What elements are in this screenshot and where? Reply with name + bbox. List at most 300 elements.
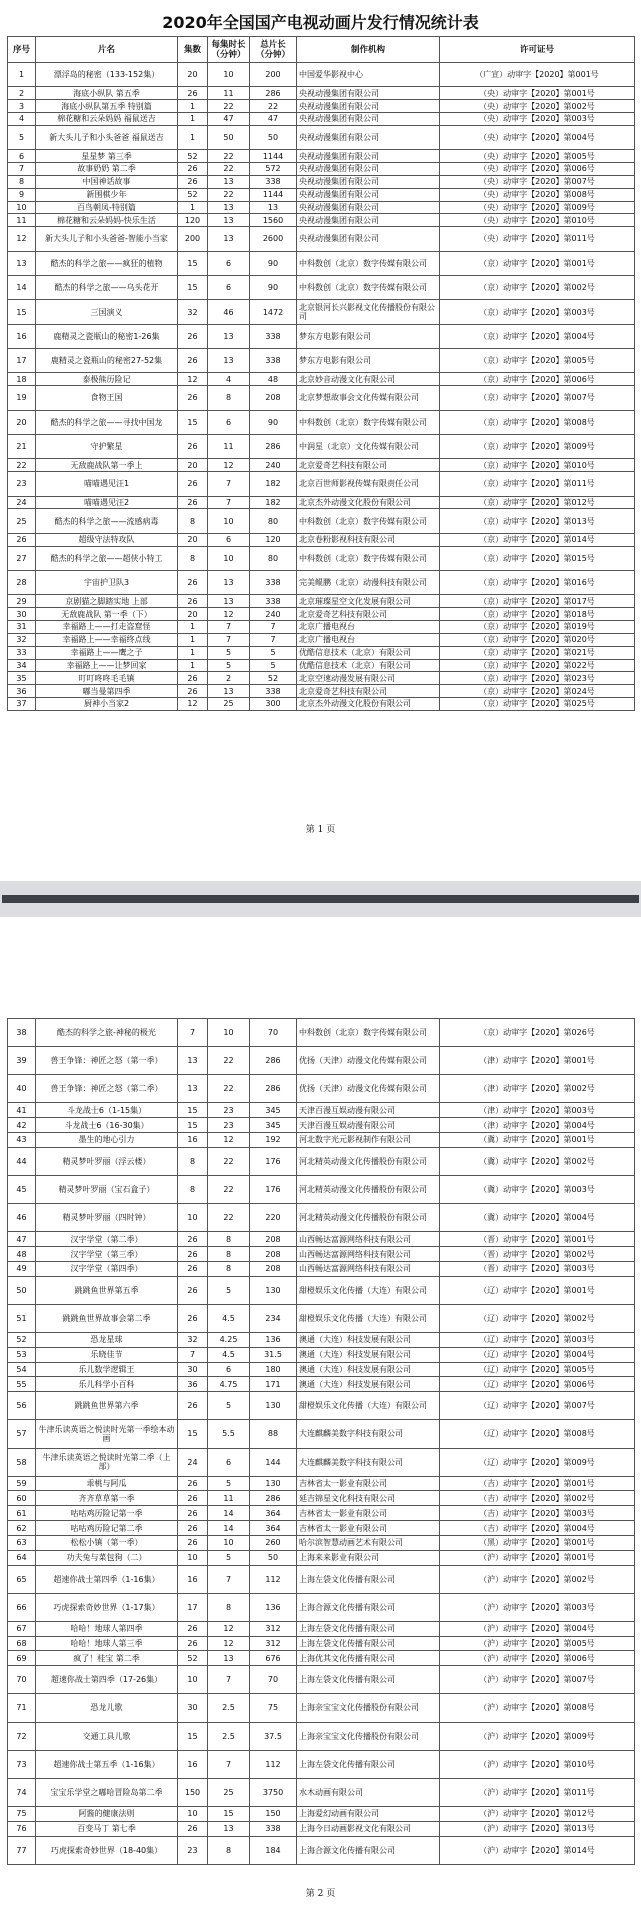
col-producer-header: 制作机构	[297, 37, 440, 63]
episodes-cell: 26	[178, 1232, 208, 1247]
row-number: 62	[8, 1521, 36, 1536]
row-number: 56	[8, 1392, 36, 1420]
total-length-cell: 184	[250, 1836, 297, 1864]
total-length-cell: 240	[250, 608, 297, 621]
license-cell: （京）动审字【2020】第026号	[440, 1019, 635, 1047]
title-cell: 酷杰的科学之旅——寻找中国龙	[36, 410, 178, 434]
table-row	[8, 63, 635, 87]
total-length-cell: 338	[250, 324, 297, 348]
row-number: 5	[8, 125, 36, 149]
table-row	[8, 201, 635, 214]
total-length-cell: 70	[250, 1666, 297, 1694]
title-cell: 超速你战士第四季（1-16集）	[36, 1565, 178, 1593]
episodes-cell: 26	[178, 496, 208, 509]
table-row	[8, 595, 635, 608]
row-number: 49	[8, 1261, 36, 1276]
producer-cell: 上海左袋文化传播有限公司	[297, 1621, 440, 1636]
producer-cell: 北京爱奇艺科技有限公司	[297, 608, 440, 621]
producer-cell: 北京百世师影视传媒有限责任公司	[297, 472, 440, 496]
release-table-page-2	[7, 1018, 635, 1865]
episodes-cell: 20	[178, 533, 208, 546]
row-number: 26	[8, 533, 36, 546]
episodes-cell: 26	[178, 595, 208, 608]
total-length-cell: 338	[250, 595, 297, 608]
episodes-cell: 26	[178, 1821, 208, 1836]
episodes-cell: 20	[178, 63, 208, 87]
title-cell: 幸福路上——鹰之子	[36, 646, 178, 659]
table-row	[8, 633, 635, 646]
row-number: 3	[8, 100, 36, 113]
table-row	[8, 1204, 635, 1232]
table-row	[8, 1304, 635, 1332]
episode-length-cell: 6	[208, 1362, 250, 1377]
row-number: 46	[8, 1204, 36, 1232]
episode-length-cell: 25	[208, 1778, 250, 1806]
producer-cell: 央视动漫集团有限公司	[297, 125, 440, 149]
total-length-cell: 240	[250, 459, 297, 472]
license-cell: （沪）动审字【2020】第014号	[440, 1836, 635, 1864]
license-cell: （津）动审字【2020】第002号	[440, 1075, 635, 1103]
episodes-cell: 26	[178, 472, 208, 496]
producer-cell: 北京卷粉影视科技有限公司	[297, 533, 440, 546]
total-length-cell: 90	[250, 410, 297, 434]
title-cell: 超速你战士第五季（1-16集）	[36, 1750, 178, 1778]
producer-cell: 上海亲宝宝文化传播股份有限公司	[297, 1722, 440, 1750]
license-cell: （沪）动审字【2020】第003号	[440, 1593, 635, 1621]
episodes-cell: 26	[178, 571, 208, 595]
license-cell: （吉）动审字【2020】第003号	[440, 1506, 635, 1521]
license-cell: （京）动审字【2020】第019号	[440, 621, 635, 634]
total-length-cell: 208	[250, 1247, 297, 1262]
episodes-cell: 26	[178, 1491, 208, 1506]
license-cell: （辽）动审字【2020】第007号	[440, 1392, 635, 1420]
license-cell: （京）动审字【2020】第023号	[440, 672, 635, 685]
producer-cell: 优酷信息技术（北京）有限公司	[297, 646, 440, 659]
producer-cell: 哈尔滨智慧动画艺术有限公司	[297, 1535, 440, 1550]
row-number: 33	[8, 646, 36, 659]
page-separator-bar	[2, 895, 639, 903]
table-row	[8, 1103, 635, 1118]
title-cell: 兽王争锋：神匠之怒（第一季）	[36, 1047, 178, 1075]
total-length-cell: 208	[250, 386, 297, 410]
title-cell: 超速你战士第四季（17-26集）	[36, 1666, 178, 1694]
license-cell: （京）动审字【2020】第012号	[440, 496, 635, 509]
producer-cell: 上海优其文化传播有限公司	[297, 1651, 440, 1666]
license-cell: （广宣）动审字【2020】第001号	[440, 63, 635, 87]
producer-cell: 北京爱奇艺科技有限公司	[297, 459, 440, 472]
episode-length-cell: 5	[208, 1392, 250, 1420]
producer-cell: 央视动漫集团有限公司	[297, 188, 440, 201]
row-number: 28	[8, 571, 36, 595]
col-episodes-header: 集数	[178, 37, 208, 63]
title-cell: 疯了！桂宝 第二季	[36, 1651, 178, 1666]
license-cell: （京）动审字【2020】第017号	[440, 595, 635, 608]
license-cell: （冀）动审字【2020】第004号	[440, 1204, 635, 1232]
episodes-cell: 10	[178, 1550, 208, 1565]
document-page-2	[0, 917, 641, 1906]
producer-cell: 河北精英动漫文化传播股份有限公司	[297, 1176, 440, 1204]
license-cell: （吉）动审字【2020】第004号	[440, 1521, 635, 1536]
table-row	[8, 1521, 635, 1536]
table-row	[8, 1778, 635, 1806]
producer-cell: 河北数字光元影视制作有限公司	[297, 1133, 440, 1148]
episodes-cell: 52	[178, 1651, 208, 1666]
total-length-cell: 5	[250, 646, 297, 659]
total-length-cell: 345	[250, 1103, 297, 1118]
table-row	[8, 373, 635, 386]
row-number: 71	[8, 1694, 36, 1722]
table-row	[8, 546, 635, 570]
title-cell: 跳跳鱼世界故事会第二季	[36, 1304, 178, 1332]
total-length-cell: 90	[250, 275, 297, 299]
total-length-cell: 90	[250, 251, 297, 275]
row-number: 61	[8, 1506, 36, 1521]
row-number: 16	[8, 324, 36, 348]
title-cell: 宝宝乐学堂之嘟哈冒险岛第二季	[36, 1778, 178, 1806]
producer-cell: 上海左袋文化传播有限公司	[297, 1750, 440, 1778]
episode-length-cell: 6	[208, 410, 250, 434]
producer-cell: 央视动漫集团有限公司	[297, 201, 440, 214]
title-cell: 喵喵遇见汪2	[36, 496, 178, 509]
license-cell: （京）动审字【2020】第011号	[440, 472, 635, 496]
producer-cell: 延吉锦星文化科技有限公司	[297, 1491, 440, 1506]
producer-cell: 央视动漫集团有限公司	[297, 214, 440, 227]
license-cell: （辽）动审字【2020】第002号	[440, 1304, 635, 1332]
episode-length-cell: 7	[208, 472, 250, 496]
row-number: 11	[8, 214, 36, 227]
episode-length-cell: 11	[208, 435, 250, 459]
table-row	[8, 100, 635, 113]
episode-length-cell: 8	[208, 1261, 250, 1276]
episodes-cell: 26	[178, 1506, 208, 1521]
total-length-cell: 5	[250, 659, 297, 672]
episode-length-cell: 13	[208, 1651, 250, 1666]
title-cell: 嘟当曼第四季	[36, 685, 178, 698]
row-number: 15	[8, 300, 36, 324]
total-length-cell: 300	[250, 698, 297, 711]
total-length-cell: 112	[250, 1565, 297, 1593]
episodes-cell: 15	[178, 1420, 208, 1448]
total-length-cell: 338	[250, 349, 297, 373]
producer-cell: 吉林省太一影业有限公司	[297, 1506, 440, 1521]
row-number: 45	[8, 1176, 36, 1204]
episodes-cell: 17	[178, 1593, 208, 1621]
license-cell: （辽）动审字【2020】第004号	[440, 1347, 635, 1362]
table-row	[8, 472, 635, 496]
title-cell: 巧虎探索奇妙世界（18-40集）	[36, 1836, 178, 1864]
row-number: 12	[8, 227, 36, 251]
episodes-cell: 1	[178, 646, 208, 659]
episode-length-cell: 8	[208, 386, 250, 410]
episodes-cell: 1	[178, 633, 208, 646]
title-cell: 泰极熊历险记	[36, 373, 178, 386]
title-cell: 百变马丁 第七季	[36, 1821, 178, 1836]
producer-cell: 上海合源文化传播有限公司	[297, 1593, 440, 1621]
title-cell: 咕咕鸡历险记第二季	[36, 1521, 178, 1536]
total-length-cell: 312	[250, 1621, 297, 1636]
row-number: 47	[8, 1232, 36, 1247]
episodes-cell: 200	[178, 227, 208, 251]
row-number: 75	[8, 1806, 36, 1821]
license-cell: （京）动审字【2020】第003号	[440, 300, 635, 324]
title-cell: 酷杰的科学之旅——乌头花开	[36, 275, 178, 299]
table-row	[8, 1636, 635, 1651]
episodes-cell: 13	[178, 1047, 208, 1075]
table-row	[8, 175, 635, 188]
producer-cell: 中科数创（北京）数字传媒有限公司	[297, 509, 440, 533]
table-row	[8, 1722, 635, 1750]
title-cell: 新大头儿子和小头爸爸 福鼠送吉	[36, 125, 178, 149]
producer-cell: 吉林省太一影业有限公司	[297, 1521, 440, 1536]
row-number: 1	[8, 63, 36, 87]
total-length-cell: 338	[250, 685, 297, 698]
episode-length-cell: 12	[208, 459, 250, 472]
episode-length-cell: 7	[208, 633, 250, 646]
episode-length-cell: 7	[208, 1565, 250, 1593]
title-cell: 中国神话故事	[36, 175, 178, 188]
license-cell: （央）动审字【2020】第008号	[440, 188, 635, 201]
license-cell: （央）动审字【2020】第005号	[440, 150, 635, 163]
license-cell: （央）动审字【2020】第002号	[440, 100, 635, 113]
producer-cell: 山西畅达富源网络科技有限公司	[297, 1247, 440, 1262]
title-cell: 墨生的地心引力	[36, 1133, 178, 1148]
episode-length-cell: 8	[208, 1247, 250, 1262]
title-cell: 乐晓佳节	[36, 1347, 178, 1362]
producer-cell: 北京璀璨星空文化发展有限公司	[297, 595, 440, 608]
episodes-cell: 1	[178, 201, 208, 214]
total-length-cell: 286	[250, 1491, 297, 1506]
table-row	[8, 227, 635, 251]
episode-length-cell: 13	[208, 571, 250, 595]
episode-length-cell: 8	[208, 1593, 250, 1621]
table-row	[8, 1694, 635, 1722]
license-cell: （央）动审字【2020】第006号	[440, 163, 635, 176]
title-cell: 故事奶奶 第二季	[36, 163, 178, 176]
episodes-cell: 1	[178, 113, 208, 126]
title-cell: 幸福路上——让梦回家	[36, 659, 178, 672]
total-length-cell: 136	[250, 1593, 297, 1621]
license-cell: （京）动审字【2020】第013号	[440, 509, 635, 533]
title-cell: 精灵梦叶罗丽（四时钟）	[36, 1204, 178, 1232]
row-number: 76	[8, 1821, 36, 1836]
episodes-cell: 30	[178, 1694, 208, 1722]
producer-cell: 上海来来影业有限公司	[297, 1550, 440, 1565]
row-number: 36	[8, 685, 36, 698]
producer-cell: 中科数创（北京）数字传媒有限公司	[297, 275, 440, 299]
col-total-length-header: 总片长（分钟）	[250, 37, 297, 63]
table-row	[8, 1147, 635, 1175]
title-cell: 乖桃与阿瓜	[36, 1476, 178, 1491]
license-cell: （央）动审字【2020】第010号	[440, 214, 635, 227]
episode-length-cell: 23	[208, 1118, 250, 1133]
table-row	[8, 435, 635, 459]
total-length-cell: 260	[250, 1535, 297, 1550]
license-cell: （沪）动审字【2020】第004号	[440, 1621, 635, 1636]
license-cell: （京）动审字【2020】第001号	[440, 251, 635, 275]
row-number: 37	[8, 698, 36, 711]
producer-cell: 澳通（大连）科技发展有限公司	[297, 1377, 440, 1392]
total-length-cell: 88	[250, 1420, 297, 1448]
episode-length-cell: 10	[208, 63, 250, 87]
producer-cell: 央视动漫集团有限公司	[297, 227, 440, 251]
total-length-cell: 150	[250, 1806, 297, 1821]
license-cell: （京）动审字【2020】第006号	[440, 373, 635, 386]
license-cell: （冀）动审字【2020】第002号	[440, 1147, 635, 1175]
title-cell: 跳跳鱼世界第六季	[36, 1392, 178, 1420]
row-number: 23	[8, 472, 36, 496]
episode-length-cell: 5	[208, 1476, 250, 1491]
episode-length-cell: 7	[208, 496, 250, 509]
episodes-cell: 20	[178, 459, 208, 472]
license-cell: （沪）动审字【2020】第008号	[440, 1694, 635, 1722]
total-length-cell: 676	[250, 1651, 297, 1666]
episode-length-cell: 4.5	[208, 1347, 250, 1362]
total-length-cell: 31.5	[250, 1347, 297, 1362]
title-cell: 酷杰的科学之旅——流感病毒	[36, 509, 178, 533]
total-length-cell: 312	[250, 1636, 297, 1651]
table-row	[8, 1750, 635, 1778]
table-row	[8, 1621, 635, 1636]
episode-length-cell: 22	[208, 188, 250, 201]
title-cell: 海底小纵队 第五季	[36, 87, 178, 100]
title-cell: 咕咕鸡历险记第一季	[36, 1506, 178, 1521]
document-title: 2020年全国国产电视动画片发行情况统计表	[162, 13, 479, 32]
episodes-cell: 26	[178, 685, 208, 698]
title-cell: 百鸟朝凤-特别篇	[36, 201, 178, 214]
license-cell: （央）动审字【2020】第009号	[440, 201, 635, 214]
table-row	[8, 1276, 635, 1304]
title-cell: 阿酱的健康法则	[36, 1806, 178, 1821]
license-cell: （京）动审字【2020】第007号	[440, 386, 635, 410]
title-cell: 三国演义	[36, 300, 178, 324]
row-number: 70	[8, 1666, 36, 1694]
row-number: 6	[8, 150, 36, 163]
row-number: 7	[8, 163, 36, 176]
license-cell: （津）动审字【2020】第004号	[440, 1118, 635, 1133]
license-cell: （京）动审字【2020】第005号	[440, 349, 635, 373]
producer-cell: 中科数创（北京）数字传媒有限公司	[297, 410, 440, 434]
col-episode-length-header: 每集时长（分钟）	[208, 37, 250, 63]
row-number: 40	[8, 1075, 36, 1103]
producer-cell: 甜橙娱乐文化传播（大连）有限公司	[297, 1276, 440, 1304]
total-length-cell: 120	[250, 533, 297, 546]
row-number: 44	[8, 1147, 36, 1175]
episode-length-cell: 22	[208, 150, 250, 163]
row-number: 22	[8, 459, 36, 472]
total-length-cell: 286	[250, 87, 297, 100]
license-cell: （京）动审字【2020】第009号	[440, 435, 635, 459]
license-cell: （津）动审字【2020】第001号	[440, 1047, 635, 1075]
license-cell: （京）动审字【2020】第008号	[440, 410, 635, 434]
page-separator	[0, 881, 641, 917]
episodes-cell: 26	[178, 163, 208, 176]
episode-length-cell: 12	[208, 1133, 250, 1148]
row-number: 27	[8, 546, 36, 570]
title-cell: 乐儿数学逻辑王	[36, 1362, 178, 1377]
license-cell: （辽）动审字【2020】第008号	[440, 1420, 635, 1448]
episodes-cell: 1	[178, 100, 208, 113]
total-length-cell: 176	[250, 1147, 297, 1175]
title-cell: 无敌鹿战队第一季上	[36, 459, 178, 472]
license-cell: （冀）动审字【2020】第003号	[440, 1176, 635, 1204]
row-number: 14	[8, 275, 36, 299]
title-cell: 酷杰的科学之旅-神秘的极光	[36, 1019, 178, 1047]
episodes-cell: 15	[178, 1103, 208, 1118]
episodes-cell: 23	[178, 1836, 208, 1864]
producer-cell: 大连麒麟美数字科技有限公司	[297, 1448, 440, 1476]
title-cell: 食物王国	[36, 386, 178, 410]
table-row	[8, 163, 635, 176]
table-row	[8, 571, 635, 595]
row-number: 43	[8, 1133, 36, 1148]
episodes-cell: 16	[178, 1133, 208, 1148]
producer-cell: 北京爱奇艺科技有限公司	[297, 685, 440, 698]
episodes-cell: 26	[178, 1535, 208, 1550]
producer-cell: 河北精英动漫文化传播股份有限公司	[297, 1204, 440, 1232]
total-length-cell: 13	[250, 201, 297, 214]
episode-length-cell: 22	[208, 1047, 250, 1075]
table-row	[8, 1550, 635, 1565]
total-length-cell: 180	[250, 1362, 297, 1377]
episode-length-cell: 2.5	[208, 1722, 250, 1750]
row-number: 74	[8, 1778, 36, 1806]
episode-length-cell: 6	[208, 275, 250, 299]
document-page-1	[0, 0, 641, 881]
total-length-cell: 130	[250, 1392, 297, 1420]
page-number: 第 1 页	[305, 825, 336, 835]
license-cell: （沪）动审字【2020】第010号	[440, 1750, 635, 1778]
total-length-cell: 1560	[250, 214, 297, 227]
table-row	[8, 87, 635, 100]
producer-cell: 央视动漫集团有限公司	[297, 87, 440, 100]
row-number: 57	[8, 1420, 36, 1448]
title-cell: 棉花糖和云朵妈妈-快乐生活	[36, 214, 178, 227]
total-length-cell: 130	[250, 1476, 297, 1491]
row-number: 25	[8, 509, 36, 533]
total-length-cell: 50	[250, 125, 297, 149]
table-row	[8, 1047, 635, 1075]
row-number: 19	[8, 386, 36, 410]
episode-length-cell: 8	[208, 1836, 250, 1864]
table-header	[8, 37, 635, 63]
col-title-header: 片名	[36, 37, 178, 63]
total-length-cell: 220	[250, 1204, 297, 1232]
release-table-page-1	[7, 36, 635, 711]
license-cell: （吉）动审字【2020】第002号	[440, 1491, 635, 1506]
title-cell: 牛津乐读英语之悦读时光第二季（上部）	[36, 1448, 178, 1476]
title-cell: 酷杰的科学之旅——疯狂的植物	[36, 251, 178, 275]
episodes-cell: 12	[178, 373, 208, 386]
license-cell: （晋）动审字【2020】第002号	[440, 1247, 635, 1262]
license-cell: （京）动审字【2020】第004号	[440, 324, 635, 348]
row-number: 69	[8, 1651, 36, 1666]
table-row	[8, 1821, 635, 1836]
table-row	[8, 1565, 635, 1593]
total-length-cell: 47	[250, 113, 297, 126]
episode-length-cell: 22	[208, 100, 250, 113]
episode-length-cell: 22	[208, 163, 250, 176]
total-length-cell: 136	[250, 1333, 297, 1348]
episodes-cell: 24	[178, 1448, 208, 1476]
row-number: 31	[8, 621, 36, 634]
row-number: 10	[8, 201, 36, 214]
total-length-cell: 1472	[250, 300, 297, 324]
license-cell: （沪）动审字【2020】第005号	[440, 1636, 635, 1651]
license-cell: （黑）动审字【2020】第001号	[440, 1535, 635, 1550]
license-cell: （辽）动审字【2020】第006号	[440, 1377, 635, 1392]
title-cell: 跳跳鱼世界第五季	[36, 1276, 178, 1304]
producer-cell: 河北精英动漫文化传播股份有限公司	[297, 1147, 440, 1175]
